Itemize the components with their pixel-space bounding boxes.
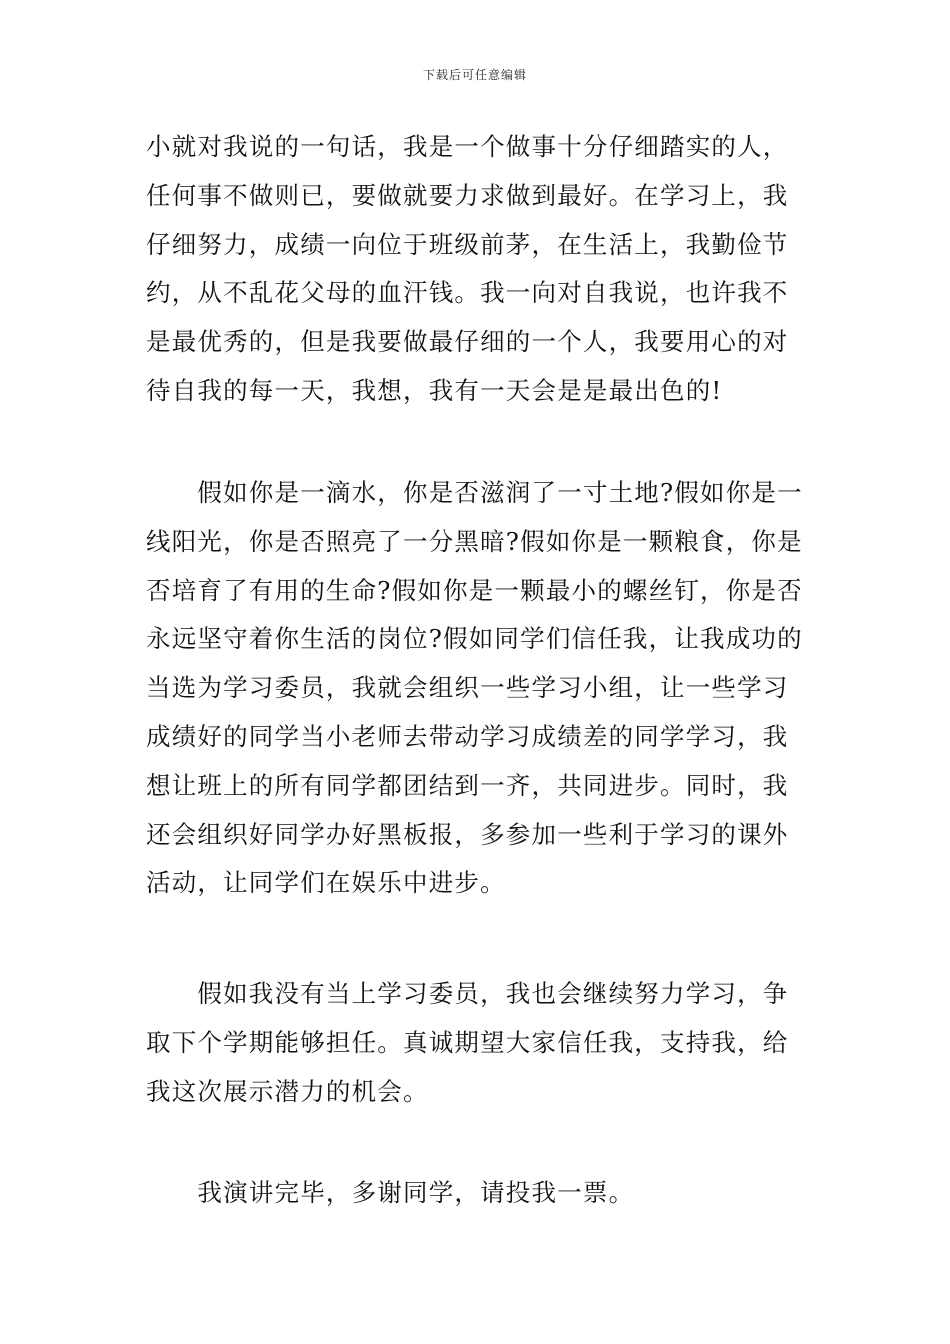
text-line: 当选为学习委员，我就会组织一些学习小组，让一些学习: [146, 673, 789, 703]
text-line: 还会组织好同学办好黑板报，多参加一些利于学习的课外: [146, 819, 789, 849]
paragraph-2: [146, 469, 808, 908]
text-line: 我这次展示潜力的机会。: [146, 1076, 429, 1106]
text-line: 想让班上的所有同学都团结到一齐，共同进步。同时，我: [146, 770, 789, 800]
text-line: 假如我没有当上学习委员，我也会继续努力学习，争: [146, 979, 789, 1008]
text-line: 约，从不乱花父母的血汗钱。我一向对自我说，也许我不: [146, 278, 789, 308]
text-line: 任何事不做则已，要做就要力求做到最好。在学习上，我: [146, 180, 789, 210]
text-line: 假如你是一滴水，你是否滋润了一寸土地?假如你是一: [146, 478, 803, 507]
text-line: 取下个学期能够担任。真诚期望大家信任我，支持我，给: [146, 1027, 789, 1057]
paragraph-1: [146, 123, 808, 416]
text-line: 我演讲完毕，多谢同学，请投我一票。: [146, 1178, 635, 1207]
paragraph-4: [146, 1169, 808, 1218]
text-line: 成绩好的同学当小老师去带动学习成绩差的同学学习，我: [146, 721, 789, 751]
text-line: 待自我的每一天，我想，我有一天会是是最出色的!: [146, 375, 723, 405]
text-line: 小就对我说的一句话，我是一个做事十分仔细踏实的人，: [146, 132, 789, 161]
text-line: 活动，让同学们在娱乐中进步。: [146, 868, 506, 898]
text-line: 永远坚守着你生活的岗位?假如同学们信任我，让我成功的: [146, 624, 803, 654]
text-line: 否培育了有用的生命?假如你是一颗最小的螺丝钉，你是否: [146, 575, 803, 605]
text-line: 线阳光，你是否照亮了一分黑暗?假如你是一颗粮食，你是: [146, 526, 803, 556]
text-line: 是最优秀的，但是我要做最仔细的一个人，我要用心的对: [146, 327, 789, 357]
text-line: 仔细努力，成绩一向位于班级前茅，在生活上，我勤俭节: [146, 229, 789, 259]
header-note: 下载后可任意编辑: [422, 68, 527, 82]
paragraph-3: [146, 970, 808, 1116]
